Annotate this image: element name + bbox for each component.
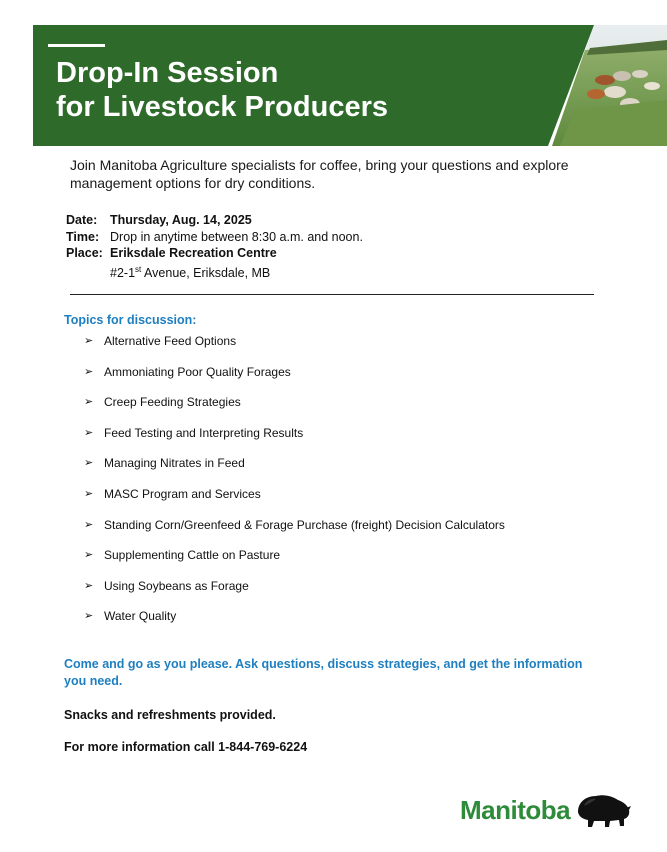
topic-label: Alternative Feed Options: [104, 334, 237, 348]
place-value: Eriksdale Recreation Centre: [110, 246, 277, 260]
arrow-bullet-icon: ➢: [84, 457, 94, 470]
arrow-bullet-icon: ➢: [84, 426, 94, 439]
address-prefix: #2-1: [110, 265, 136, 280]
logo-wordmark: Manitoba: [460, 794, 571, 825]
topic-label: Standing Corn/Greenfeed & Forage Purchase (freight) Decision Calculators: [104, 517, 505, 532]
list-item: [84, 487, 505, 518]
topic-label: Using Soybeans as Forage: [104, 578, 249, 593]
list-item: [84, 609, 505, 640]
arrow-bullet-icon: ➢: [84, 335, 94, 347]
list-item: [84, 548, 505, 579]
topic-label: Creep Feeding Strategies: [104, 395, 241, 410]
address-superscript: st: [135, 264, 142, 274]
topic-label: Water Quality: [104, 609, 177, 624]
list-item: [84, 426, 505, 457]
time-label: Time:: [66, 229, 100, 244]
list-item: [84, 334, 505, 365]
arrow-bullet-icon: ➢: [84, 487, 94, 500]
title-line-2: for Livestock Producers: [56, 91, 388, 123]
topic-label: Supplementing Cattle on Pasture: [104, 548, 281, 563]
contact-phone: For more information call 1-844-769-6224: [64, 740, 308, 754]
snacks-note: Snacks and refreshments provided.: [64, 708, 276, 722]
list-item: [84, 395, 505, 426]
date-label: Date:: [66, 213, 98, 227]
date-row: [66, 212, 363, 229]
topic-label: Ammoniating Poor Quality Forages: [104, 364, 291, 379]
date-value: Thursday, Aug. 14, 2025: [110, 213, 252, 227]
divider: [70, 294, 594, 295]
title-accent-line: [48, 44, 105, 47]
topic-label: Managing Nitrates in Feed: [104, 456, 245, 471]
place-label: Place:: [66, 246, 103, 260]
list-item: [84, 518, 505, 549]
topic-label: Feed Testing and Interpreting Results: [104, 425, 304, 440]
arrow-bullet-icon: ➢: [84, 396, 94, 409]
list-item: [84, 579, 505, 610]
time-row: [66, 229, 363, 246]
time-value: Drop in anytime between 8:30 a.m. and noon.: [110, 229, 363, 244]
event-details: [66, 212, 363, 281]
bison-icon: [574, 790, 632, 830]
list-item: [84, 456, 505, 487]
place-row: [66, 245, 363, 262]
address-rest: Avenue, Eriksdale, MB: [141, 265, 271, 280]
place-address: [66, 262, 363, 282]
manitoba-logo: [460, 790, 632, 830]
topics-heading: Topics for discussion:: [64, 313, 197, 327]
page-title: [56, 56, 388, 124]
topic-label: MASC Program and Services: [104, 486, 261, 501]
call-to-action: Come and go as you please. Ask questions, discuss strategies, and get the information you need.: [64, 657, 583, 688]
arrow-bullet-icon: ➢: [84, 518, 94, 531]
intro-text: Join Manitoba Agriculture specialists for coffee, bring your questions and explore management options for dry conditions.: [70, 157, 569, 191]
topics-list: [84, 334, 505, 640]
arrow-bullet-icon: ➢: [84, 549, 94, 562]
header-banner: [0, 0, 667, 150]
list-item: [84, 365, 505, 396]
title-line-1: Drop-In Session: [56, 57, 279, 89]
arrow-bullet-icon: ➢: [84, 579, 94, 592]
arrow-bullet-icon: ➢: [84, 365, 94, 378]
arrow-bullet-icon: ➢: [84, 610, 94, 623]
